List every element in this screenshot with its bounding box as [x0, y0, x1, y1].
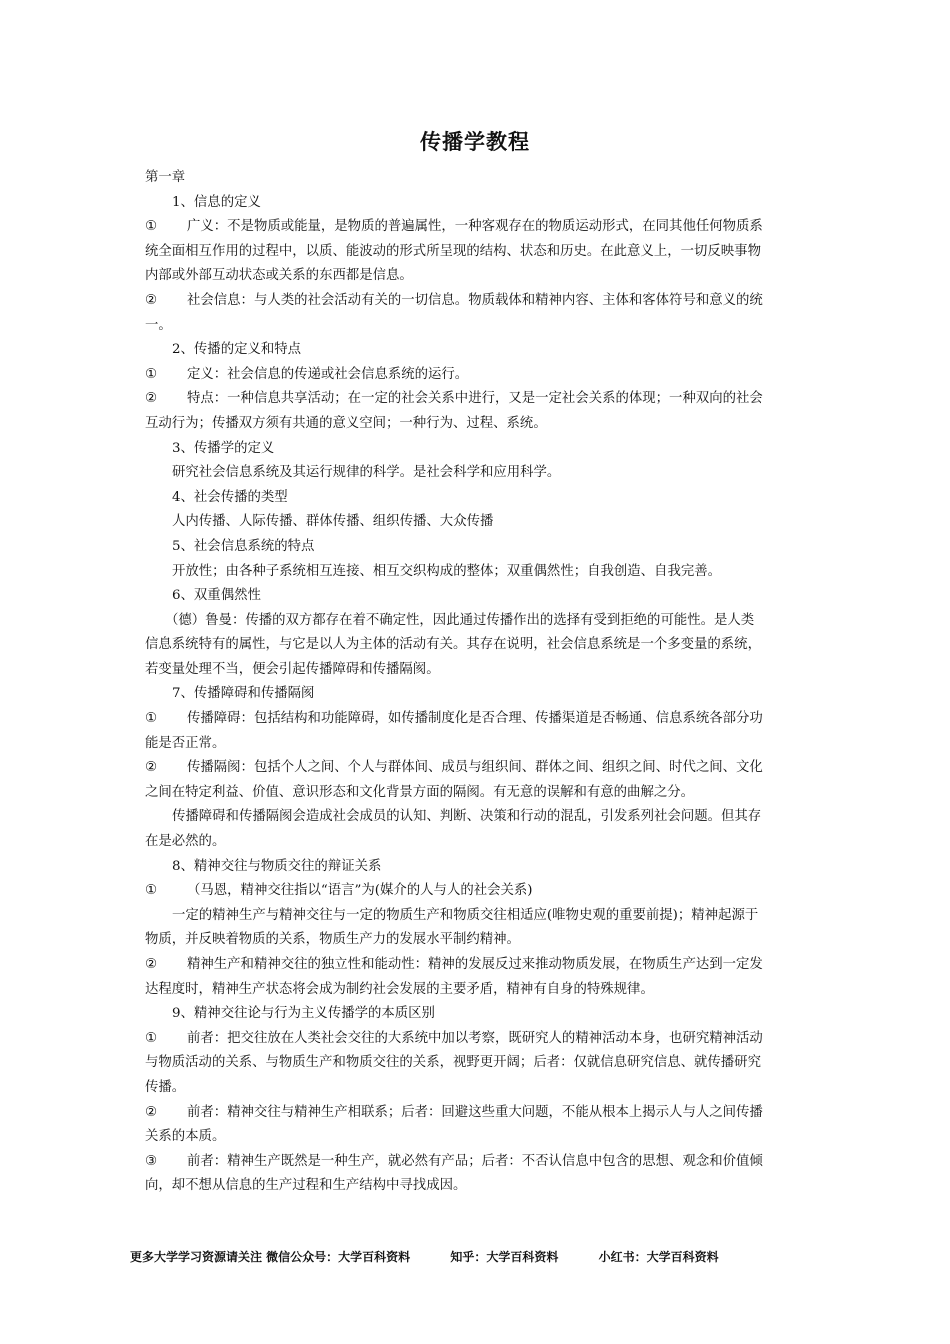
section-heading: 6、双重偶然性 [172, 588, 261, 604]
item-text: （马恩，精神交往指以“语言”为(媒介的人与人的社会关系) [187, 883, 533, 899]
footer-zhihu: 知乎：大学百科资料 [450, 1250, 559, 1264]
paragraph-text: 传播障碍和传播隔阂会造成社会成员的认知、判断、决策和行动的混乱，引发系列社会问题。但其存 [172, 809, 762, 825]
item-text-continued: 能是否正常。 [145, 735, 226, 751]
paragraph-text: 在是必然的。 [145, 834, 226, 850]
document-title: 传播学教程 [420, 129, 530, 154]
paragraph-text: 人内传播、人际传播、群体传播、组织传播、大众传播 [172, 514, 494, 530]
item-text-continued: 向，却不想从信息的生产过程和生产结构中寻找成因。 [145, 1178, 467, 1194]
paragraph-text: 研究社会信息系统及其运行规律的科学。是社会科学和应用科学。 [172, 465, 561, 481]
paragraph-text: 开放性；由各种子系统相互连接、相互交织构成的整体；双重偶然性；自我创造、自我完善。 [172, 563, 722, 579]
item-text: 精神生产和精神交往的独立性和能动性：精神的发展反过来推动物质发展，在物质生产达到一定发 [187, 957, 763, 972]
item-text-continued: 互动行为；传播双方须有共通的意义空间；一种行为、过程、系统。 [145, 415, 547, 431]
list-item [145, 1101, 807, 1126]
item-text-continued: 与物质活动的关系、与物质生产和物质交往的关系，视野更开阔；后者：仅就信息研究信息、就传播研究 [145, 1055, 761, 1071]
item-text: 特点：一种信息共享活动；在一定的社会关系中进行，又是一定社会关系的体现；一种双向的社会 [187, 391, 763, 407]
item-text: 前者：把交往放在人类社会交往的大系统中加以考察，既研究人的精神活动本身，也研究精神活动 [187, 1030, 763, 1046]
item-text: 社会信息：与人类的社会活动有关的一切信息。物质载体和精神内容、主体和客体符号和意义的统 [187, 292, 763, 308]
section-heading: 1、信息的定义 [172, 194, 261, 210]
item-text-continued: 统全面相互作用的过程中，以质、能波动的形式所呈现的结构、状态和历史。在此意义上，一切反映事物 [145, 243, 761, 259]
item-text-continued: 内部或外部互动状态或关系的东西都是信息。 [145, 268, 413, 284]
list-item [145, 387, 807, 412]
list-item [145, 1150, 807, 1175]
item-text: 前者：精神交往与精神生产相联系；后者：回避这些重大问题，不能从根本上揭示人与人之间传播 [187, 1104, 763, 1120]
item-text-continued: 关系的本质。 [145, 1129, 226, 1145]
list-item [145, 879, 807, 904]
item-text: 前者：精神生产既然是一种生产，就必然有产品；后者：不否认信息中包含的思想、观念和价值倾 [187, 1153, 763, 1169]
item-number: ② [145, 391, 158, 407]
section-heading: 4、社会传播的类型 [172, 489, 288, 505]
item-number: ① [145, 883, 158, 899]
item-number: ① [145, 219, 158, 235]
page-footer [130, 1248, 755, 1265]
section-heading: 3、传播学的定义 [172, 440, 275, 456]
list-item [145, 707, 807, 732]
section-heading: 7、传播障碍和传播隔阂 [172, 686, 315, 702]
section-heading: 8、精神交往与物质交往的辩证关系 [172, 858, 382, 874]
item-text: 传播障碍：包括结构和功能障碍，如传播制度化是否合理、传播渠道是否畅通、信息系统各部分功 [187, 711, 763, 727]
item-number: ② [145, 292, 158, 308]
item-text-continued: 传播。 [145, 1079, 186, 1095]
item-text-continued: 一。 [145, 317, 172, 333]
item-number: ① [145, 711, 158, 727]
item-number: ② [145, 1104, 158, 1120]
section-heading: 2、传播的定义和特点 [172, 342, 302, 358]
paragraph-text: 若变量处理不当，便会引起传播障碍和传播隔阂。 [145, 661, 440, 677]
list-item [145, 363, 807, 388]
item-text-continued: 之间在特定利益、价值、意识形态和文化背景方面的隔阂。有无意的误解和有意的曲解之分。 [145, 784, 695, 800]
item-number: ① [145, 366, 158, 382]
list-item [145, 215, 807, 240]
item-text: 广义：不是物质或能量，是物质的普遍属性，一种客观存在的物质运动形式，在同其他任何物质系 [187, 219, 763, 235]
item-text: 传播隔阂：包括个人之间、个人与群体间、成员与组织间、群体之间、组织之间、时代之间、文化 [187, 760, 763, 776]
paragraph-text: 一定的精神生产与精神交往与一定的物质生产和物质交往相适应(唯物史观的重要前提)；精神起源于 [172, 907, 759, 923]
item-text: 定义：社会信息的传递或社会信息系统的运行。 [187, 366, 469, 382]
list-item [145, 289, 807, 314]
section-heading: 5、社会信息系统的特点 [172, 538, 315, 554]
item-number: ③ [145, 1153, 158, 1169]
item-number: ② [145, 760, 158, 776]
section-heading: 9、精神交往论与行为主义传播学的本质区别 [172, 1006, 435, 1022]
footer-wechat: 更多大学学习资源请关注 微信公众号：大学百科资料 [130, 1250, 411, 1264]
item-number: ① [145, 1030, 158, 1046]
paragraph-text: 物质，并反映着物质的关系，物质生产力的发展水平制约精神。 [145, 932, 520, 948]
paragraph-text: （德）鲁曼：传播的双方都存在着不确定性，因此通过传播作出的选择有受到拒绝的可能性。是人类 [165, 612, 755, 628]
chapter-label: 第一章 [145, 170, 186, 185]
list-item [145, 953, 807, 978]
item-text-continued: 达程度时，精神生产状态将会成为制约社会发展的主要矛盾，精神有自身的特殊规律。 [145, 981, 654, 997]
paragraph-text: 信息系统特有的属性，与它是以人为主体的活动有关。其存在说明，社会信息系统是一个多变量的系统， [145, 637, 761, 653]
footer-xiaohongshu: 小红书：大学百科资料 [598, 1250, 719, 1264]
list-item [145, 1027, 807, 1052]
list-item [145, 756, 807, 781]
item-number: ② [145, 957, 158, 972]
document-body [145, 166, 807, 1199]
